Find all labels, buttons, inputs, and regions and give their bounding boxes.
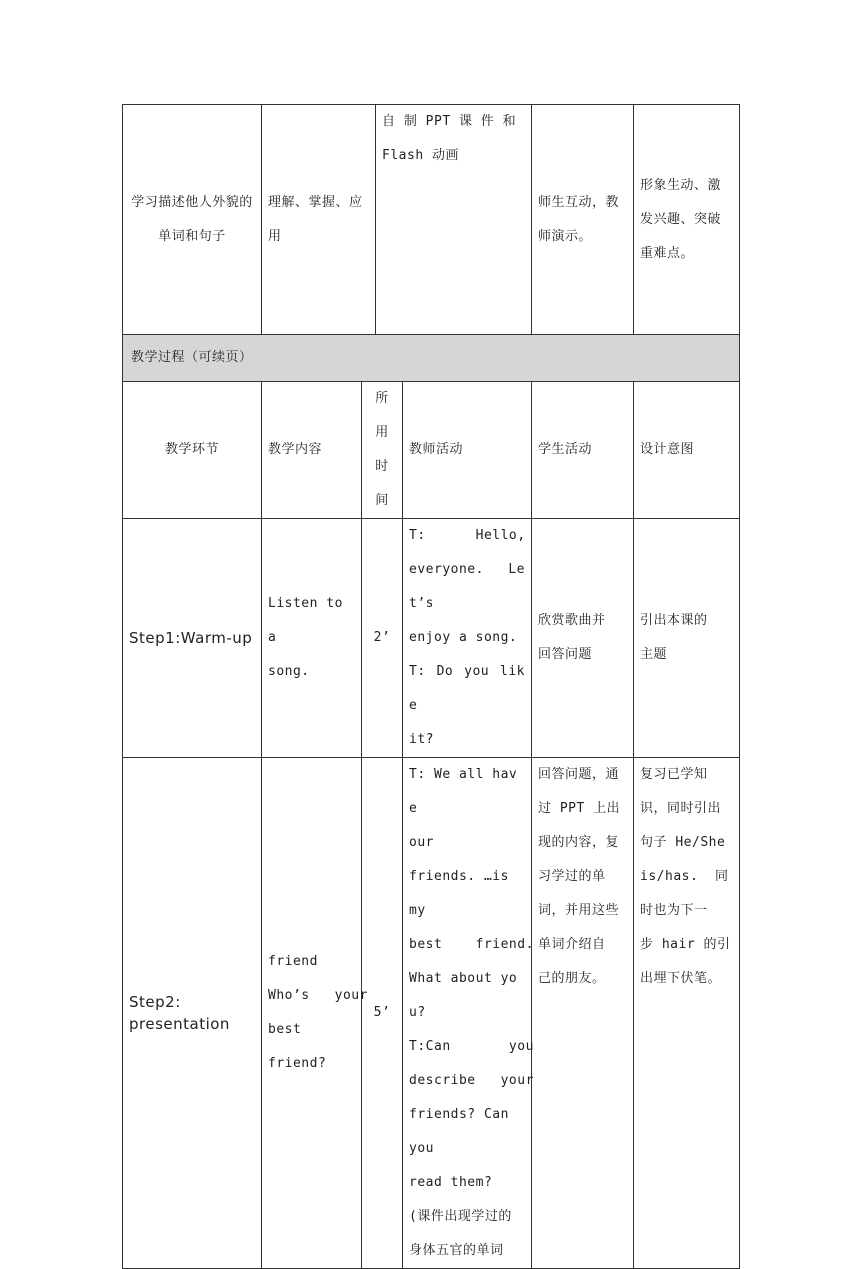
header-time-char: 间 xyxy=(375,493,389,508)
content-line: best xyxy=(268,1022,302,1037)
student-line: 回答问题 xyxy=(538,647,593,662)
content-line: friend? xyxy=(268,1056,327,1071)
purpose-cell xyxy=(634,758,740,1269)
time-cell: 2’ xyxy=(362,519,403,758)
method-cell xyxy=(532,105,634,335)
teacher-line: T: We all have xyxy=(409,767,518,816)
objective-text: 学习描述他人外貌的单词和句子 xyxy=(131,194,253,244)
header-time-char: 所 xyxy=(375,391,389,406)
teacher-line: best friend. xyxy=(409,937,534,952)
teacher-line: (课件出现学过的 xyxy=(409,1209,512,1224)
stage-cell: Step1:Warm-up xyxy=(123,519,262,758)
teacher-line: friends. …is my xyxy=(409,869,509,918)
content-cell xyxy=(262,519,362,758)
student-cell xyxy=(532,519,634,758)
purpose-line: 句子 He/She xyxy=(640,835,726,850)
header-row xyxy=(123,382,740,519)
level-text: 理解、掌握、应用 xyxy=(268,194,363,244)
teacher-line: enjoy a song. xyxy=(409,630,518,645)
lesson-plan-table xyxy=(122,104,739,1269)
student-line: 过 PPT 上出 xyxy=(538,801,621,816)
teacher-cell xyxy=(403,519,532,758)
table-row xyxy=(123,758,740,1269)
teacher-line: describe your xyxy=(409,1073,534,1088)
student-line: 词，并用这些 xyxy=(538,903,620,918)
teacher-line: read them? xyxy=(409,1175,493,1190)
header-time-char: 用 xyxy=(375,425,389,440)
objective-row xyxy=(123,105,740,335)
header-teacher: 教师活动 xyxy=(403,382,532,519)
teacher-line: What about you? xyxy=(409,971,518,1020)
student-line: 习学过的单 xyxy=(538,869,606,884)
student-line: 回答问题，通 xyxy=(538,767,620,782)
teacher-line: our xyxy=(409,835,434,850)
header-time-char: 时 xyxy=(375,459,389,474)
purpose-cell xyxy=(634,519,740,758)
content-line: Who’s your xyxy=(268,988,368,1003)
purpose-line: 引出本课的 xyxy=(640,613,708,628)
teacher-line: friends? Can you xyxy=(409,1107,509,1156)
content-line: song. xyxy=(268,664,310,679)
purpose-line: 步 hair 的引 xyxy=(640,937,731,952)
content-line: Listen to a xyxy=(268,596,343,645)
header-time xyxy=(362,382,403,519)
objective-cell xyxy=(123,105,262,335)
purpose-line: 识，同时引出 xyxy=(640,801,722,816)
effect-text: 形象生动、激发兴趣、突破重难点。 xyxy=(640,177,722,261)
content-cell xyxy=(262,758,368,1269)
purpose-line: 时也为下一 xyxy=(640,903,708,918)
teacher-line: T: Do you like xyxy=(409,664,526,713)
header-content: 教学内容 xyxy=(262,382,362,519)
level-cell xyxy=(262,105,376,335)
stage-line: presentation xyxy=(129,1015,230,1033)
purpose-line: 复习已学知 xyxy=(640,767,708,782)
media-cell xyxy=(376,105,532,335)
header-stage: 教学环节 xyxy=(123,382,262,519)
media-line: Flash 动画 xyxy=(382,148,459,163)
purpose-line: 出埋下伏笔。 xyxy=(640,971,722,986)
header-student: 学生活动 xyxy=(532,382,634,519)
effect-cell xyxy=(634,105,740,335)
student-line: 现的内容，复 xyxy=(538,835,620,850)
teacher-line: T:Can you xyxy=(409,1039,534,1054)
student-cell xyxy=(532,758,634,1269)
stage-line: Step2: xyxy=(129,993,181,1011)
teacher-line: everyone. Let’s xyxy=(409,562,526,611)
teacher-line: it? xyxy=(409,732,434,747)
teacher-line: T: Hello, xyxy=(409,528,526,543)
section-banner-row xyxy=(123,335,740,382)
time-cell: 5’ xyxy=(362,758,403,1269)
purpose-line: 主题 xyxy=(640,647,668,662)
section-banner: 教学过程（可续页） xyxy=(123,335,740,382)
stage-cell xyxy=(123,758,262,1269)
table-row xyxy=(123,519,740,758)
header-purpose: 设计意图 xyxy=(634,382,740,519)
method-text: 师生互动，教师演示。 xyxy=(538,194,620,244)
media-line: 自 制 PPT 课 件 和 xyxy=(382,114,517,129)
teacher-cell xyxy=(403,758,532,1269)
student-line: 欣赏歌曲并 xyxy=(538,613,606,628)
purpose-line: is/has. 同 xyxy=(640,869,729,884)
teacher-line: 身体五官的单词 xyxy=(409,1243,504,1258)
student-line: 己的朋友。 xyxy=(538,971,606,986)
student-line: 单词介绍自 xyxy=(538,937,606,952)
content-line: friend xyxy=(268,954,318,969)
